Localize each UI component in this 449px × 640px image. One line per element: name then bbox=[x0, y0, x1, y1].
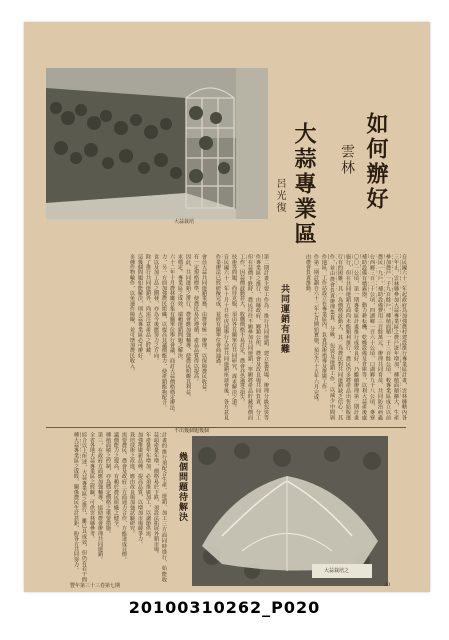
body-col-2: 三年止，雲林縣參加大蒜專業區之農戶逐年增加，種植面積擴大，生產 bbox=[393, 254, 399, 420]
bottom-photo-caption-head: 不出幾個題幾個 bbox=[174, 428, 210, 434]
top-photo-caption: 大蒜栽培 bbox=[174, 219, 195, 225]
title-line-1: 如何辦好 bbox=[363, 112, 389, 212]
title-subtitle: 雲林 bbox=[339, 144, 355, 176]
archive-id-label: 20100310262_P020 bbox=[128, 598, 321, 617]
body-col-17: 工作，因蒜價波動甚大，收購價格不易訂定，農會亦恐遭受損失。 bbox=[239, 254, 245, 405]
body-col-21: 會員大蒜共同運銷業務，由農會統一辦理，以保障農民收益。 bbox=[201, 254, 207, 395]
body-col-35: 栽培技術之改進，應由改良場加強試驗研究。 bbox=[129, 432, 135, 536]
body-col-9: 行有的困難，其一為價格波動大，其二為農民對共同運銷缺乏信心，其 bbox=[337, 254, 343, 420]
section-heading-joint-marketing: 共同運銷有困難 bbox=[279, 284, 289, 354]
section-heading-problems: 幾個問題待解決 bbox=[177, 452, 187, 522]
body-col-38: 種植面積之控制，亦為穩定價格之重要措施。 bbox=[105, 432, 111, 536]
body-col-11: 作地區，工作站設立在專業區內，負責技術指導及推廣工作。 bbox=[321, 254, 327, 395]
title-line-2: 大蒜專業區 bbox=[291, 122, 317, 247]
body-col-5: 台西鄉三百二十公頃，四湖鄉一百六十公頃，口湖鄉九十八公頃，麥寮 bbox=[369, 254, 375, 420]
body-col-7: 〇〇一公頃，第一期專業區計畫推行成效良好，乃繼續辦理第二期計畫 bbox=[353, 254, 359, 420]
footer-page-number: 20 bbox=[384, 582, 391, 588]
body-col-14: 第二期計畫主要工作為：推行共同運銷、建立集貨場、辦理分級包裝等 bbox=[263, 254, 269, 420]
body-col-1: 自民國六十二年起政府為加強農村建設推行專業區計畫，雲林縣轄內各 bbox=[401, 254, 407, 420]
body-col-16: 但在蒜價下跌時，農民往往不願參加共同運銷，寧願將產品貯藏待價而 bbox=[247, 254, 253, 420]
body-col-20: 作業辦法已經研擬完成，並經有關單位會商通過。 bbox=[215, 254, 221, 369]
body-col-13: 由農會負責推動。 bbox=[305, 254, 311, 296]
body-col-30: 多種作物輪作，以免連作障礙，並可增加農民收入。 bbox=[129, 254, 135, 374]
body-col-6: 補助設備有噴霧器、動力耕耘機、乾燥設備及倉庫等，以利大蒜產後處 bbox=[361, 254, 367, 420]
body-col-25: 六十二年十月農林廳召集有關單位舉行會議，商討大蒜價格穩定辦法。 bbox=[169, 254, 175, 416]
body-col-23: 因此，共同運銷之推行，農會應加強輔導，使農民明瞭其利益。 bbox=[185, 254, 191, 400]
body-col-10: 作，並由農會負責辦理集貨、分級、包裝及運銷工作，以減少中間剝 bbox=[329, 254, 335, 420]
body-col-26: 力，另一方面加強農民組織，以提高其議價能力，使產銷能夠配合。 bbox=[161, 254, 167, 410]
body-col-33: 年產量年年增加，必須推廣加工，以調節供需。 bbox=[145, 432, 151, 542]
body-col-27: 食以及加工品之開發，亦為今後應努力之方向。 bbox=[153, 254, 159, 364]
body-col-3: 參加農戶一千九百餘戶，種植面積一千三百餘公頃，較專業區成立以前 bbox=[385, 254, 391, 420]
body-col-15: 作專業區之推行，由縣政府、鄉鎮公所、農會及改良場共同負責，分工 bbox=[255, 254, 261, 420]
body-col-19: 自民國六十二年十月十日在虎尾舉行大蒜共同運銷座談會後，各方意見 bbox=[223, 254, 229, 420]
body-col-34: 加強推廣新品種，提高品質，以增加市場競爭力。 bbox=[137, 432, 143, 547]
footer-issue-info: 豐年第三十三卷第七期 bbox=[70, 583, 121, 589]
body-col-28: 除了推行共同運銷外，尚需注意產品之貯藏。 bbox=[145, 254, 151, 358]
body-col-42: 種大蒜專業區之成敗，關係農民生計甚鉅，盼各方共同努力。 bbox=[73, 432, 79, 573]
body-col-31: 計畫的推行須配合生產、運銷、加工三方面同時進行，始能收 bbox=[161, 432, 167, 582]
body-col-24: 求穩定。專業區之成效，端賴運銷問題之解決。 bbox=[177, 254, 183, 364]
garlic-field-photo-top bbox=[46, 68, 268, 219]
body-col-22: 有一定規格標準，使農民易於遵循，產品品質得以提高。 bbox=[193, 254, 199, 384]
magazine-page bbox=[24, 22, 430, 592]
body-col-36: 需要農民、農會及政府三方面通力合作，方能達成目標。 bbox=[121, 432, 127, 562]
section-divider bbox=[46, 427, 406, 428]
body-col-12: 作第二期計劃自六十二年七月開始實施，預定六十五年六月完成。 bbox=[313, 254, 319, 405]
body-col-4: 農民一九戶，補助設備費用三百餘萬元，辦理共同育苗、共同防治病蟲 bbox=[377, 254, 383, 420]
body-col-32: 蒜頭產量年增，價格易於下跌，須設法拓展外銷市場。 bbox=[153, 432, 159, 557]
body-col-29: 這幾個問題如能解決，則大蒜專業區必可辦好。 bbox=[137, 254, 143, 364]
body-col-18: 技術等問題，尚待克服，須由各有關單位共同研究，謀求解決之道。 bbox=[231, 254, 237, 410]
body-col-40: 全省各地大蒜專業區之經驗，可供雲林縣參考。 bbox=[89, 432, 95, 542]
author-byline: 呂光復 bbox=[274, 178, 285, 214]
body-col-8: 施行，但在共同運銷方面尚未能順利推行，農民仍多將產品出售給販運 bbox=[345, 254, 351, 420]
body-col-37: 議價能力之提高，有賴於農民組織之健全。 bbox=[113, 432, 119, 531]
bottom-photo-caption: 大蒜栽培之 bbox=[324, 568, 350, 574]
body-col-41: 綜合以上所述，大蒜專業區之推行，雖已具成效，但仍有若干問 bbox=[81, 432, 87, 582]
body-col-39: 第三，在政府方面應加強輔導，協助農會辦理共同運銷。 bbox=[97, 432, 103, 562]
